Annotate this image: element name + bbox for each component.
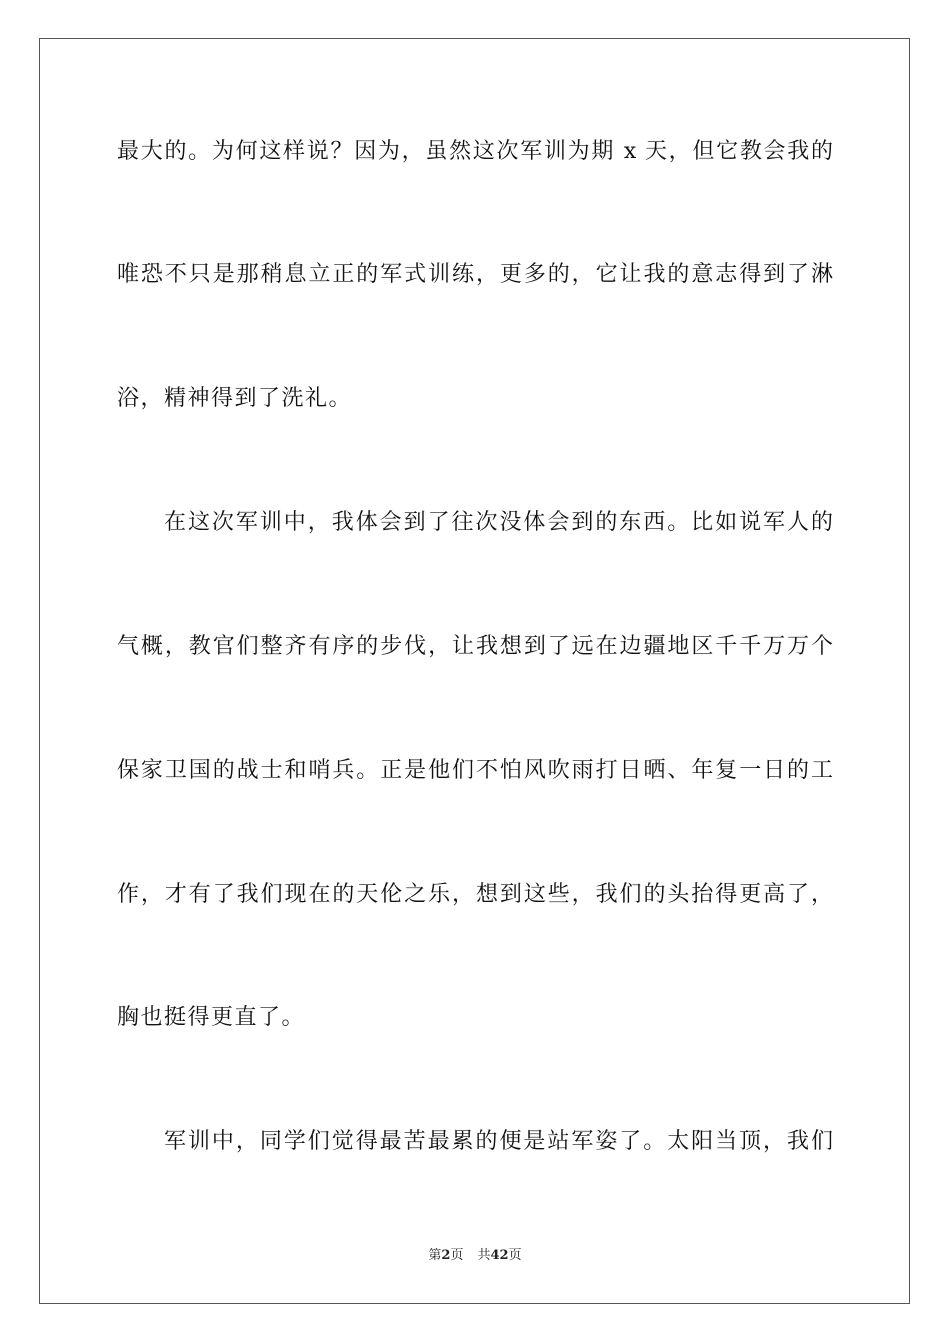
body-text-line: 军训中，同学们觉得最苦最累的便是站军姿了。太阳当顶，我们 (164, 1129, 833, 1154)
body-text-line: 保家卫国的战士和哨兵。正是他们不怕风吹雨打日晒、年复一日的工 (117, 758, 833, 783)
total-prefix: 共 (477, 1248, 491, 1263)
page-number: 2 (441, 1248, 451, 1263)
body-text-line: 在这次军训中，我体会到了往次没体会到的东西。比如说军人的 (164, 510, 833, 535)
page-border (39, 38, 910, 1304)
body-text-line: 浴，精神得到了洗礼。 (117, 386, 353, 411)
total-suffix: 页 (508, 1248, 522, 1263)
body-text-line: 最大的。为何这样说？因为，虽然这次军训为期 x 天，但它教会我的 (117, 139, 833, 164)
body-text-line: 胸也挺得更直了。 (117, 1005, 306, 1030)
page-suffix: 页 (450, 1248, 464, 1263)
body-text-line: 作，才有了我们现在的天伦之乐，想到这些，我们的头抬得更高了， (117, 882, 833, 907)
body-text-line: 气概，教官们整齐有序的步伐，让我想到了远在边疆地区千千万万个 (117, 634, 833, 659)
page-footer (0, 1246, 950, 1266)
page-prefix: 第 (428, 1248, 442, 1263)
total-pages: 42 (490, 1248, 509, 1263)
body-text-line: 唯恐不只是那稍息立正的军式训练，更多的，它让我的意志得到了淋 (117, 262, 833, 287)
